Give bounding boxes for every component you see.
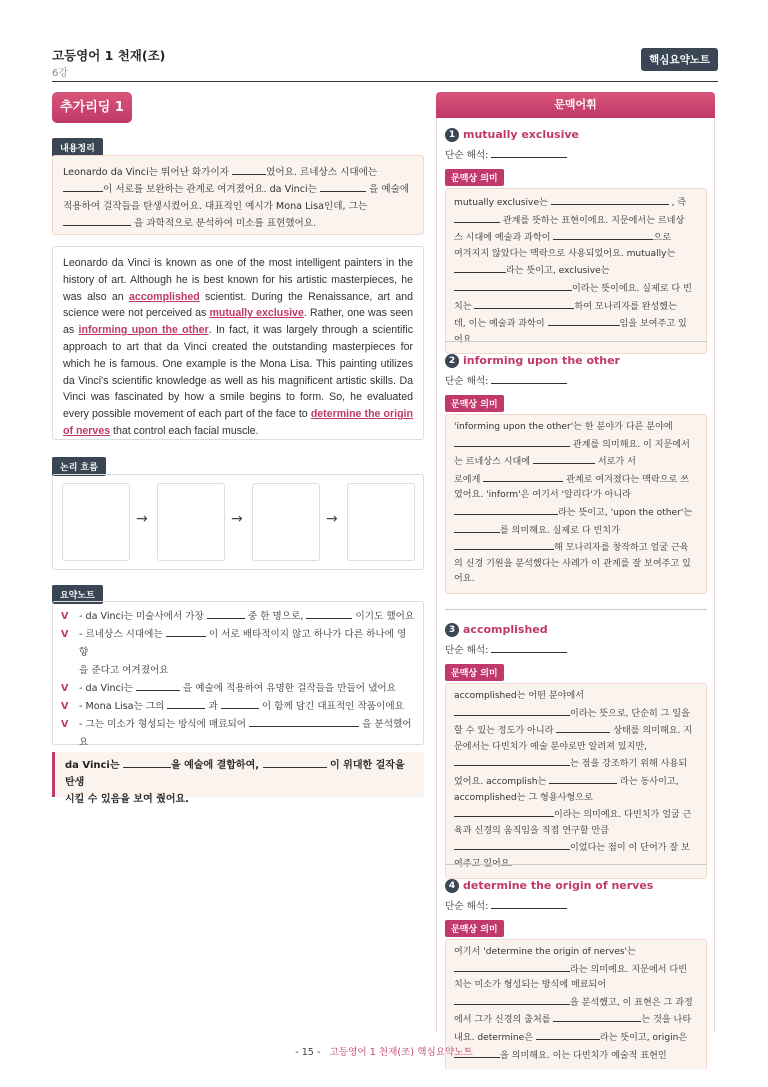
page-footer [0,1044,768,1058]
flow-step-box[interactable] [252,483,320,561]
answer-blank[interactable] [454,539,554,550]
vocab-body [436,118,715,1061]
answer-blank[interactable] [207,608,245,619]
answer-blank[interactable] [483,471,563,482]
answer-blank[interactable] [263,757,327,768]
answer-blank[interactable] [454,280,572,291]
answer-blank[interactable] [553,1011,641,1022]
key-phrase: mutually exclusive [209,307,304,320]
arrow-icon: → [136,511,148,527]
answer-blank[interactable] [320,181,366,192]
arrow-icon: → [231,511,243,527]
check-marker: V [61,701,69,712]
key-phrase: informing upon the other [78,324,209,337]
lesson-number: 6강 [52,68,69,79]
answer-blank[interactable] [454,839,570,850]
arrow-icon: → [326,511,338,527]
note-item: V - 그는 미소가 형성되는 방식에 매료되어 을 분석했어 요 [61,716,415,752]
answer-blank[interactable] [454,705,570,716]
answer-blank[interactable] [536,1029,600,1040]
answer-blank[interactable] [221,698,259,709]
answer-blank[interactable] [491,642,567,653]
summary-notes [52,601,424,748]
book-title: 고등영어 1 천재(조) [52,48,166,63]
context-tag: 문맥상 의미 [445,664,504,681]
conclusion-box: da Vinci는 을 예술에 결합하여, 이 위대한 걸작을 탄생 시킬 수 있음을 보여 줬어요. [52,752,424,797]
section-title: 추가리딩 1 [52,92,132,123]
page-number: - 15 - [295,1047,321,1058]
vocab-term: 4 determine the origin of nerves [445,877,707,895]
divider [445,864,707,865]
answer-blank[interactable] [454,262,506,273]
flow-step-box[interactable] [347,483,415,561]
note-item: V - da Vinci는 미술사에서 가장 중 한 명으로, 이기도 했어요 [61,608,415,626]
context-tag: 문맥상 의미 [445,920,504,937]
answer-blank[interactable] [136,680,180,691]
summary-tag: 내용정리 [52,138,103,157]
answer-blank[interactable] [63,181,103,192]
context-box: 'informing upon the other'는 한 분야가 다른 분야에 관계를 의미해요. 이 지문에서 는 르네상스 시대에 서로가 서 로에게 관계로 여겨졌다는 맥락으로 쓰 였어요. 'inform'은 여기서 '알리다'가 아니라 라는 뜻이고, 'upon the other'는 를 의미해요. 실제로 다 빈치가 해 모나리자를 창작하고 얼굴 근육 의 신경 기원을 분석했다는 사례가 이 관계를 잘 보여주고 있 어요. [445,414,707,594]
answer-blank[interactable] [167,698,205,709]
context-tag: 문맥상 의미 [445,395,504,412]
flow-step-box[interactable] [62,483,130,561]
vocab-item [445,126,707,354]
page-header [52,44,718,82]
simple-translation: 단순 해석: [445,898,707,914]
answer-blank[interactable] [454,212,500,223]
answer-blank[interactable] [556,722,610,733]
check-marker: V [61,683,69,694]
key-phrase: accomplished [129,290,200,303]
answer-blank[interactable] [63,215,131,226]
vocab-term: 2 informing upon the other [445,352,707,370]
vocab-header: 문맥어휘 [436,92,715,118]
note-item: V - Mona Lisa는 그의 과 이 함께 담긴 대표적인 작품이에요 [61,698,415,716]
context-tag: 문맥상 의미 [445,169,504,186]
check-marker: V [61,629,69,640]
vocab-item [445,877,707,1069]
note-item: V - da Vinci는 을 예술에 적용하여 유명한 걸작들을 만들어 냈어요 [61,680,415,698]
context-box: accomplished는 어떤 분야에서 이라는 뜻으로, 단순히 그 일을 할 수 있는 정도가 아니라 상태를 의미해요. 지 문에서는 다빈치가 예술 분야로만 알려져 있지만, 는 점을 강조하기 위해 사용되 었어요. accomplish는 라는 동사이고, accomplished는 그 형용사형으로 이라는 의미예요. 다빈치가 얼굴 근 육과 신경의 움직임을 직접 연구할 만큼 이었다는 점이 이 단어가 잘 보 여주고 있어요. [445,683,707,879]
header-badge: 핵심요약노트 [641,48,718,71]
answer-blank[interactable] [549,773,617,784]
vocab-term: 1 mutually exclusive [445,126,707,144]
check-marker: V [61,719,69,730]
flow-tag: 논리 흐름 [52,457,106,476]
vocab-item [445,352,707,594]
answer-blank[interactable] [166,626,206,637]
logic-flow [52,474,424,570]
reading-passage: Leonardo da Vinci is known as one of the most intelligent painters in the history of art. Although he is best known for his artistic masterpieces, he was also an accomplished scientist. During the Renaissance, art and science were not perceived as mutually exclusive. Rather, one was seen as informing upon the other. In fact, it was largely through a scientific approach to art that da Vinci created the outstanding masterpieces for which he is famous. One example is the Mona Lisa. This painting utilizes da Vinci's scientific knowledge as well as his magnificent artistic skills. Da Vinci was fascinated by how a smile begins to form. So, he evaluated every possible movement of each part of the face to determine the origin of nerves that control each facial muscle. [52,246,424,440]
context-box: 여기서 'determine the origin of nerves'는 라는 의미예요. 지문에서 다빈 치는 미소가 형성되는 방식에 매료되어 을 분석했고, 이 표현은 그 과정 에서 그가 신경의 출처를 는 것을 나타 내요. determine은 라는 뜻이고, origin은 을 의미해요. 이는 다빈치가 예술적 표현인 [445,939,707,1069]
answer-blank[interactable] [306,608,352,619]
vocab-panel [436,92,715,1061]
notes-tag: 요약노트 [52,585,103,604]
answer-blank[interactable] [454,755,570,766]
answer-blank[interactable] [249,716,359,727]
flow-step-box[interactable] [157,483,225,561]
answer-blank[interactable] [454,436,570,447]
answer-blank[interactable] [123,757,171,768]
answer-blank[interactable] [553,229,653,240]
context-box: mutually exclusive는 , 즉 관계를 뜻하는 표현이에요. 지문에서는 르네상 스 시대에 예술과 과학이 으로 여겨지지 않았다는 맥락으로 사용되었어요. mutually는 라는 뜻이고, exclusive는 이라는 뜻이에요. 실제로 다 빈 치는 하여 모나리자를 완성했는 데, 이는 예술과 과학이 임을 보여주고 있 어요. [445,188,707,354]
answer-blank[interactable] [491,147,567,158]
simple-translation: 단순 해석: [445,147,707,163]
answer-blank[interactable] [454,961,570,972]
check-marker: V [61,611,69,622]
answer-blank[interactable] [474,298,574,309]
summary-box: Leonardo da Vinci는 뛰어난 화가이자 였어요. 르네상스 시대에는 이 서로를 보완하는 관계로 여겨졌어요. da Vinci는 을 예술에 적용하여 걸작들을 탄생시켰어요. 대표적인 예시가 Mona Lisa인데, 그는 을 과학적으로 분석하여 미소를 표현했어요. [52,155,424,235]
footer-title: 고등영어 1 천재(조) 핵심요약노트 [329,1047,473,1058]
answer-blank[interactable] [454,994,570,1005]
answer-blank[interactable] [232,164,266,175]
answer-blank[interactable] [491,898,567,909]
divider [445,341,707,342]
answer-blank[interactable] [533,453,595,464]
simple-translation: 단순 해석: [445,373,707,389]
divider [445,609,707,610]
answer-blank[interactable] [454,806,554,817]
note-item: V - 르네상스 시대에는 이 서로 배타적이지 않고 하나가 다른 하나에 영향 을 준다고 여겨졌어요 [61,626,415,680]
key-phrase: determine the origin of nerves [63,408,413,437]
answer-blank[interactable] [548,315,620,326]
vocab-term: 3 accomplished [445,621,707,639]
answer-blank[interactable] [454,522,500,533]
answer-blank[interactable] [491,373,567,384]
simple-translation: 단순 해석: [445,642,707,658]
answer-blank[interactable] [551,194,669,205]
answer-blank[interactable] [454,504,558,515]
vocab-item [445,621,707,879]
